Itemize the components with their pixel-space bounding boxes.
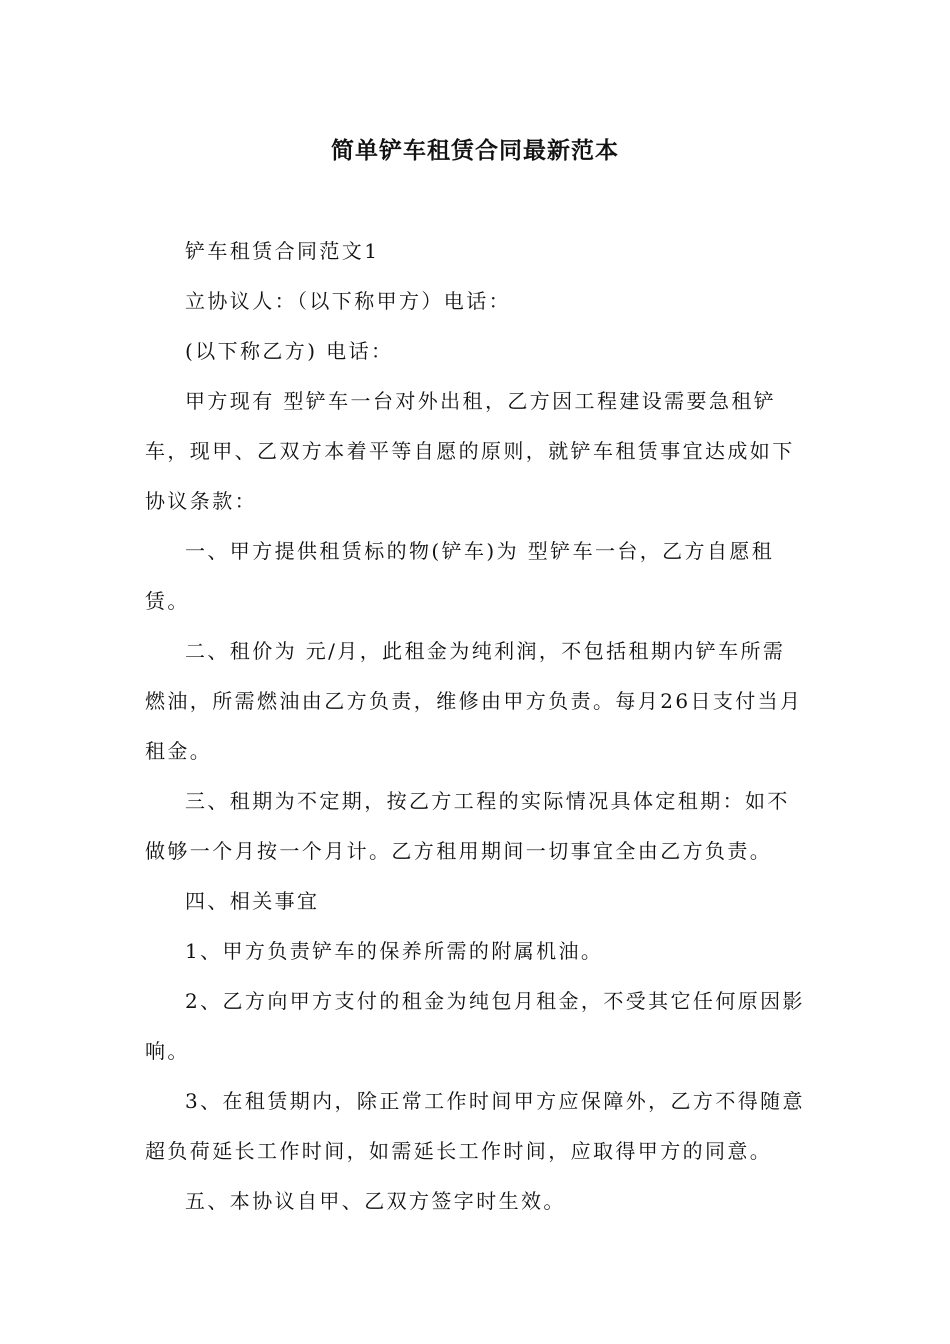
paragraph-party-a: 立协议人：（以下称甲方）电话： — [185, 289, 511, 313]
paragraph-party-b: (以下称乙方) 电话： — [185, 339, 394, 363]
paragraph-intro: 甲方现有 型铲车一台对外出租，乙方因工程建设需要急租铲车，现甲、乙双方本着平等自愿的原则，就铲车租赁事宜达成如下协议条款： — [145, 389, 795, 513]
paragraph-item-1: 1、甲方负责铲车的保养所需的附属机油。 — [185, 939, 604, 963]
document-title: 简单铲车租赁合同最新范本 — [331, 138, 619, 164]
paragraph-clause-3: 三、租期为不定期，按乙方工程的实际情况具体定租期：如不做够一个月按一个月计。乙方租用期间一切事宜全由乙方负责。 — [145, 789, 790, 863]
paragraph-item-2: 2、乙方向甲方支付的租金为纯包月租金，不受其它任何原因影响。 — [145, 989, 805, 1063]
paragraph-heading: 铲车租赁合同范文1 — [185, 239, 380, 263]
paragraph-clause-1: 一、甲方提供租赁标的物(铲车)为 型铲车一台，乙方自愿租赁。 — [145, 539, 775, 613]
paragraph-clause-2: 二、租价为 元/月，此租金为纯利润，不包括租期内铲车所需燃油，所需燃油由乙方负责，维修由甲方负责。每月26日支付当月租金。 — [145, 639, 803, 763]
paragraph-item-3: 3、在租赁期内，除正常工作时间甲方应保障外，乙方不得随意超负荷延长工作时间，如需延长工作时间，应取得甲方的同意。 — [145, 1089, 805, 1163]
document-body — [145, 226, 805, 1226]
paragraph-clause-5: 五、本协议自甲、乙双方签字时生效。 — [185, 1189, 566, 1213]
paragraph-clause-4: 四、相关事宜 — [185, 889, 320, 913]
